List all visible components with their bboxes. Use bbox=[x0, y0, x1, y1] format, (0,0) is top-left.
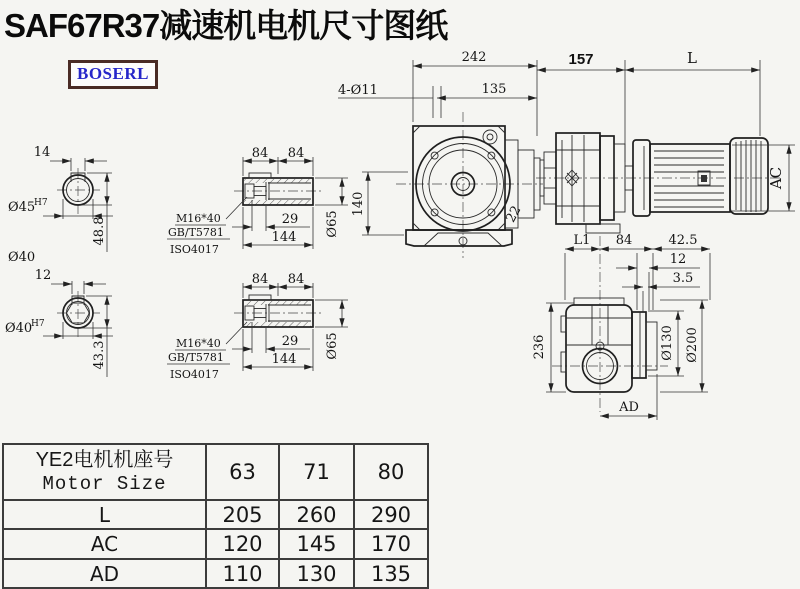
table-cell-size-71: 71 bbox=[279, 444, 354, 500]
table-cell-frame-size bbox=[3, 444, 206, 500]
dim-bore-top-tolerance: H7 bbox=[34, 198, 48, 208]
hollow-shaft-bottom-view bbox=[167, 272, 348, 381]
table-cell-size-63: 63 bbox=[206, 444, 279, 500]
table-header-row bbox=[3, 444, 428, 500]
screw-spec-bottom: M16*40 bbox=[176, 337, 221, 350]
cell-AD-80: 135 bbox=[354, 559, 428, 588]
dim-keyway-width-top: 14 bbox=[33, 145, 51, 160]
dim-keyway-width-bottom: 12 bbox=[34, 268, 52, 283]
table-row-AC bbox=[3, 529, 428, 559]
cell-L-71: 260 bbox=[279, 500, 354, 529]
dim-width-242: 242 bbox=[461, 50, 487, 65]
page-title: SAF67R37减速机电机尺寸图纸 bbox=[4, 7, 448, 44]
screw-spec-top: M16*40 bbox=[176, 212, 221, 225]
table-cell-size-80: 80 bbox=[354, 444, 428, 500]
dim-height-236: 236 bbox=[532, 334, 547, 360]
dim-flange-d200: Ø200 bbox=[685, 327, 700, 363]
dim-flange-d130: Ø130 bbox=[660, 325, 675, 361]
dim-144-bottom: 144 bbox=[271, 352, 297, 367]
shaft-bore-bottom-view bbox=[5, 268, 113, 377]
dim-84b-top: 84 bbox=[287, 146, 305, 161]
dim-84: 84 bbox=[615, 233, 633, 248]
cell-AC-63: 120 bbox=[206, 529, 279, 559]
gearbox-front-view bbox=[338, 50, 543, 258]
shaft-bore-top-view bbox=[8, 145, 113, 265]
row-label-L: L bbox=[3, 500, 206, 529]
dim-depth-bottom: 43.3 bbox=[92, 340, 107, 370]
dim-84b-bottom: 84 bbox=[287, 272, 305, 287]
table-row-AD bbox=[3, 559, 428, 588]
output-flange-view bbox=[532, 233, 710, 420]
cell-AD-71: 130 bbox=[279, 559, 354, 588]
row-label-AD: AD bbox=[3, 559, 206, 588]
dim-AD: AD bbox=[619, 400, 639, 415]
dim-shaft-od: Ø40 bbox=[8, 250, 36, 265]
dim-bore-bottom-tolerance: H7 bbox=[31, 319, 45, 329]
row-label-AC: AC bbox=[3, 529, 206, 559]
header-chinese: YE2电机机座号 bbox=[35, 449, 174, 471]
screw-std1-bottom: GB/T5781 bbox=[168, 351, 224, 364]
dim-84a-bottom: 84 bbox=[251, 272, 269, 287]
dim-bolt-holes: 4-Ø11 bbox=[338, 83, 378, 98]
cell-AC-71: 145 bbox=[279, 529, 354, 559]
dim-gear-length-157: 157 bbox=[568, 51, 594, 68]
dim-offset-22: 22 bbox=[503, 203, 525, 226]
dim-29-top: 29 bbox=[281, 212, 299, 227]
motor-size-table bbox=[2, 443, 429, 589]
brand-logo: BOSERL bbox=[68, 60, 158, 89]
screw-std2-top: ISO4017 bbox=[170, 243, 219, 256]
dim-height-140: 140 bbox=[351, 191, 366, 217]
dim-42-5: 42.5 bbox=[668, 233, 698, 248]
dim-hole-span-135: 135 bbox=[481, 82, 507, 97]
dim-84a-top: 84 bbox=[251, 146, 269, 161]
cell-L-80: 290 bbox=[354, 500, 428, 529]
header-english: Motor Size bbox=[42, 473, 167, 495]
cell-AD-63: 110 bbox=[206, 559, 279, 588]
cell-AC-80: 170 bbox=[354, 529, 428, 559]
dim-od-bottom: Ø65 bbox=[325, 332, 340, 360]
hollow-shaft-top-view bbox=[167, 146, 348, 256]
dim-od-top: Ø65 bbox=[325, 210, 340, 238]
dim-29-bottom: 29 bbox=[281, 334, 299, 349]
gearbox-motor-side-view bbox=[536, 49, 795, 233]
dim-motor-height-AC: AC bbox=[767, 166, 785, 190]
dim-12: 12 bbox=[669, 252, 687, 267]
screw-std2-bottom: ISO4017 bbox=[170, 368, 219, 381]
dim-L1: L1 bbox=[573, 233, 591, 248]
dim-depth-top: 48.8 bbox=[92, 216, 107, 246]
dim-motor-length-L: L bbox=[687, 49, 697, 67]
table-row-L bbox=[3, 500, 428, 529]
dim-144-top: 144 bbox=[271, 230, 297, 245]
dim-3-5: 3.5 bbox=[672, 271, 694, 286]
dim-bore-bottom: Ø40 bbox=[5, 321, 33, 336]
dim-bore-top: Ø45 bbox=[8, 200, 36, 215]
cell-L-63: 205 bbox=[206, 500, 279, 529]
screw-std1-top: GB/T5781 bbox=[168, 226, 224, 239]
